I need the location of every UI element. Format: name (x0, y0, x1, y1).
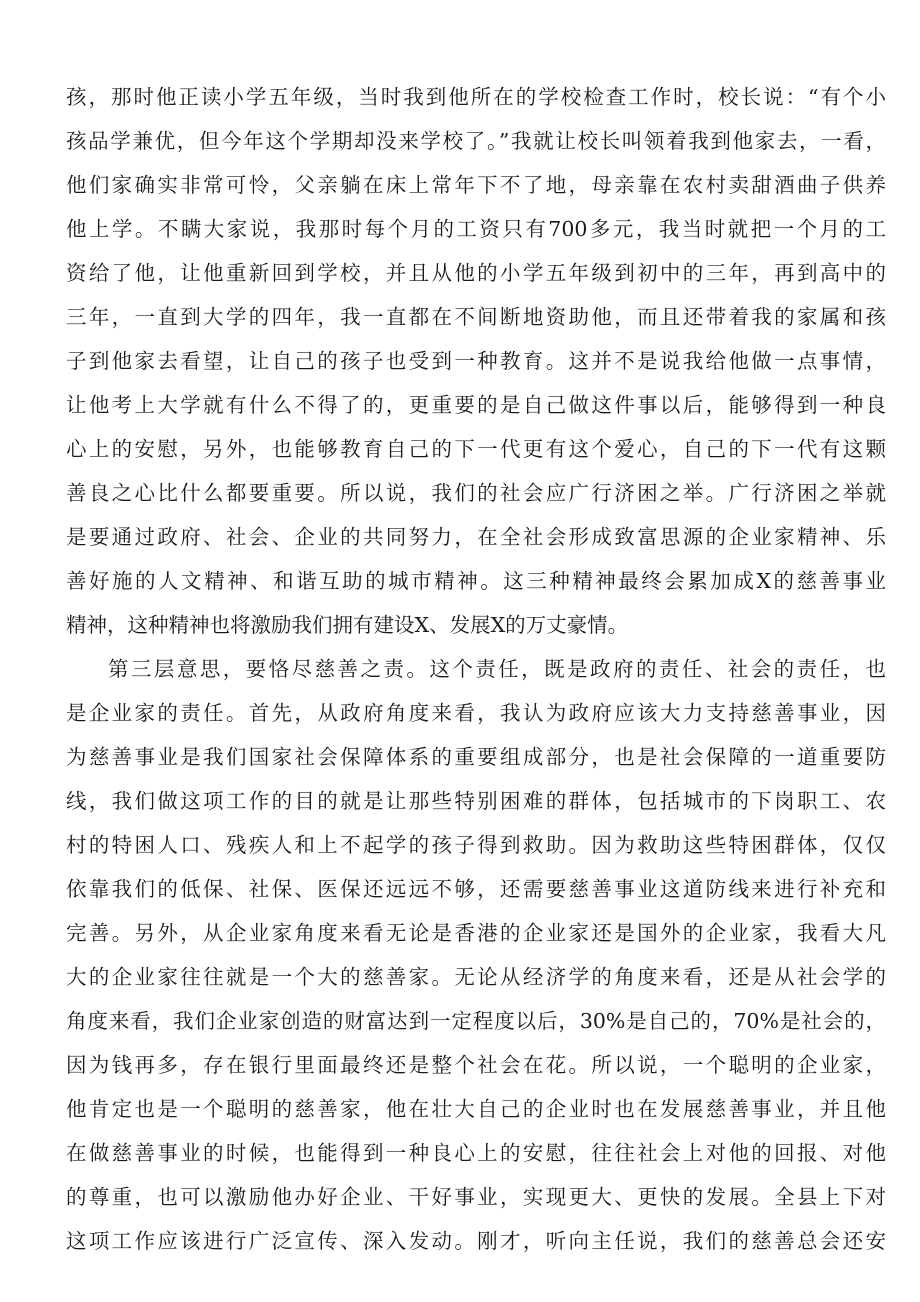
paragraph-1-line: 他们家确实非常可怜，父亲躺在床上常年下不了地，母亲靠在农村卖甜酒曲子供养 (66, 173, 886, 197)
paragraph-1-line: 资给了他，让他重新回到学校，并且从他的小学五年级到初中的三年，再到高中的 (66, 261, 886, 285)
paragraph-1-line: 孩，那时他正读小学五年级，当时我到他所在的学校检查工作时，校长说：“有个小 (66, 85, 886, 109)
paragraph-1-line: 子到他家去看望，让自己的孩子也受到一种教育。这并不是说我给他做一点事情， (66, 349, 886, 373)
paragraph-2-line: 第三层意思，要恪尽慈善之责。这个责任，既是政府的责任、社会的责任，也 (108, 657, 886, 681)
paragraph-2-line: 村的特困人口、残疾人和上不起学的孩子得到救助。因为救助这些特困群体，仅仅 (66, 833, 886, 857)
paragraph-1-line: 精神，这种精神也将激励我们拥有建设X、发展X的万丈豪情。 (66, 613, 629, 637)
paragraph-2-line: 是企业家的责任。首先，从政府角度来看，我认为政府应该大力支持慈善事业，因 (66, 701, 886, 725)
paragraph-2-line: 他肯定也是一个聪明的慈善家，他在壮大自己的企业时也在发展慈善事业，并且他 (66, 1097, 886, 1121)
paragraph-1-line: 三年，一直到大学的四年，我一直都在不间断地资助他，而且还带着我的家属和孩 (66, 305, 886, 329)
paragraph-2-line: 因为钱再多，存在银行里面最终还是整个社会在花。所以说，一个聪明的企业家， (66, 1053, 886, 1077)
paragraph-1-line: 心上的安慰，另外，也能够教育自己的下一代更有这个爱心，自己的下一代有这颗 (66, 437, 886, 461)
paragraph-1-line: 孩品学兼优，但今年这个学期却没来学校了。”我就让校长叫领着我到他家去，一看， (66, 129, 886, 153)
paragraph-1-line: 是要通过政府、社会、企业的共同努力，在全社会形成致富思源的企业家精神、乐 (66, 525, 886, 549)
paragraph-2-line: 这项工作应该进行广泛宣传、深入发动。刚才，听向主任说，我们的慈善总会还安 (66, 1229, 886, 1253)
paragraph-1-line: 善良之心比什么都要重要。所以说，我们的社会应广行济困之举。广行济困之举就 (66, 481, 886, 505)
paragraph-2-line: 的尊重，也可以激励他办好企业、干好事业，实现更大、更快的发展。全县上下对 (66, 1185, 886, 1209)
paragraph-2-line: 在做慈善事业的时候，也能得到一种良心上的安慰，往往社会上对他的回报、对他 (66, 1141, 886, 1165)
paragraph-2-line: 大的企业家往往就是一个大的慈善家。无论从经济学的角度来看，还是从社会学的 (66, 965, 886, 989)
paragraph-1-line: 善好施的人文精神、和谐互助的城市精神。这三种精神最终会累加成X的慈善事业 (66, 569, 886, 593)
paragraph-2-line: 完善。另外，从企业家角度来看无论是香港的企业家还是国外的企业家，我看大凡 (66, 921, 886, 945)
paragraph-2-line: 线，我们做这项工作的目的就是让那些特别困难的群体，包括城市的下岗职工、农 (66, 789, 886, 813)
paragraph-1-line: 让他考上大学就有什么不得了的，更重要的是自己做这件事以后，能够得到一种良 (66, 393, 886, 417)
paragraph-1-line: 他上学。不瞒大家说，我那时每个月的工资只有700多元，我当时就把一个月的工 (66, 217, 886, 241)
paragraph-2-line: 为慈善事业是我们国家社会保障体系的重要组成部分，也是社会保障的一道重要防 (66, 745, 886, 769)
paragraph-2-line: 依靠我们的低保、社保、医保还远远不够，还需要慈善事业这道防线来进行补充和 (66, 877, 886, 901)
paragraph-2-line: 角度来看，我们企业家创造的财富达到一定程度以后，30%是自己的，70%是社会的， (66, 1009, 886, 1033)
